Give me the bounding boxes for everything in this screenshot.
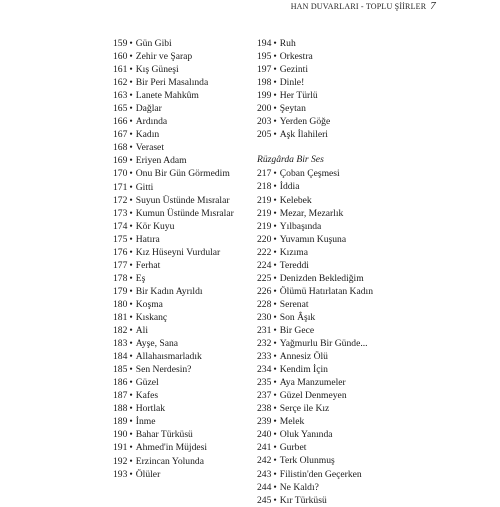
toc-entry [113, 102, 248, 115]
toc-entry [257, 363, 407, 376]
toc-entry [113, 115, 248, 128]
toc-entry-title: • Bir Peri Masalında [127, 76, 248, 89]
toc-entry [257, 350, 407, 363]
toc-entry [257, 63, 407, 76]
toc-entry [257, 37, 407, 50]
toc-entry-page-number: 168 [113, 142, 128, 154]
toc-entry [113, 128, 248, 141]
toc-entry-title: • Kış Güneşi [127, 63, 248, 76]
toc-entry-title: • Ardında [127, 115, 248, 128]
toc-entry-title: • Son Âşık [271, 311, 407, 324]
toc-entry-title: • Kelebek [271, 194, 407, 207]
toc-entry [113, 363, 248, 376]
toc-entry-title: • Kendim İçin [271, 363, 407, 376]
toc-entry [257, 285, 407, 298]
toc-entry-page-number: 230 [257, 311, 272, 323]
toc-entry-page-number: 183 [113, 338, 128, 350]
toc-entry [257, 481, 407, 494]
toc-entry-page-number: 195 [257, 51, 272, 63]
toc-entry [257, 441, 407, 454]
toc-entry-page-number: 169 [113, 155, 128, 167]
toc-entry-title: • Kır Türküsü [271, 494, 407, 507]
toc-entry-title: • Kafes [127, 389, 248, 402]
toc-entry-page-number: 193 [113, 468, 128, 480]
toc-entry-title: • Kız Hüseyni Vurdular [127, 246, 248, 259]
toc-entry [257, 115, 407, 128]
toc-entry [257, 389, 407, 402]
toc-entry [257, 415, 407, 428]
toc-entry-title: • Ayşe, Sana [127, 337, 248, 350]
toc-entry-title: • Zehir ve Şarap [127, 50, 248, 63]
toc-entry [257, 167, 407, 180]
toc-entry-title: • Kıskanç [127, 311, 248, 324]
toc-entry-title: • Dağlar [127, 102, 248, 115]
toc-entry-title: • Ruh [271, 37, 407, 50]
toc-entry-page-number: 178 [113, 272, 128, 284]
toc-entry-title: • Yağmurlu Bir Günde... [271, 337, 407, 350]
toc-entry-page-number: 192 [113, 455, 128, 467]
toc-entry-title: • Gün Gibi [127, 37, 248, 50]
toc-right-column [257, 37, 407, 507]
toc-entry [113, 141, 248, 154]
toc-entry-title: • İnme [127, 415, 248, 428]
toc-entry-title: • Mezar, Mezarlık [271, 207, 407, 220]
toc-entry-title: • Sen Nerdesin? [127, 363, 248, 376]
toc-entry [257, 102, 407, 115]
toc-entry-page-number: 163 [113, 90, 128, 102]
toc-entry-page-number: 197 [257, 64, 272, 76]
toc-entry-title: • Gezinti [271, 63, 407, 76]
toc-entry [113, 76, 248, 89]
toc-entry [257, 454, 407, 467]
toc-entry-page-number: 171 [113, 181, 128, 193]
toc-entry-page-number: 194 [257, 38, 272, 49]
toc-entry [113, 428, 248, 441]
toc-entry [257, 180, 407, 193]
toc-entry [257, 50, 407, 63]
toc-entry-page-number: 224 [257, 259, 272, 271]
toc-entry-title: • Orkestra [271, 50, 407, 63]
toc-entry-page-number: 235 [257, 377, 272, 389]
toc-entry-page-number: 218 [257, 181, 272, 193]
toc-entry [257, 311, 407, 324]
toc-entry-page-number: 189 [113, 416, 128, 428]
toc-entry-title: • Denizden Beklediğim [271, 272, 407, 285]
toc-entry-page-number: 217 [257, 168, 272, 180]
toc-entry-title: • Filistin'den Geçerken [271, 468, 407, 481]
toc-entry-page-number: 185 [113, 364, 128, 376]
toc-entry [113, 455, 248, 468]
toc-entry [113, 402, 248, 415]
toc-entry-title: • Yılbaşında [271, 220, 407, 233]
toc-entry [113, 207, 248, 220]
toc-entry [257, 428, 407, 441]
toc-entry [113, 167, 248, 180]
toc-entry [257, 272, 407, 285]
toc-entry-page-number: 199 [257, 90, 272, 102]
toc-entry-title: • Eş [127, 272, 248, 285]
toc-entry [113, 285, 248, 298]
toc-entry-page-number: 173 [113, 207, 128, 219]
toc-entry-page-number: 177 [113, 259, 128, 271]
toc-entry-title: • Melek [271, 415, 407, 428]
toc-entry [113, 350, 248, 363]
toc-entry [257, 207, 407, 220]
toc-entry-title: • Güzel [127, 376, 248, 389]
toc-entry [113, 89, 248, 102]
section-title: Rüzgârda Bir Ses [257, 154, 324, 166]
toc-entry-page-number: 186 [113, 377, 128, 389]
toc-entry-page-number: 188 [113, 403, 128, 415]
toc-entry-page-number: 191 [113, 442, 128, 454]
toc-entry-title: • Oluk Yanında [271, 428, 407, 441]
toc-entry-title: • Ferhat [127, 259, 248, 272]
toc-entry [257, 89, 407, 102]
toc-entry-title: • Bir Gece [271, 324, 407, 337]
toc-entry [113, 311, 248, 324]
toc-entry-title: • Kızıma [271, 246, 407, 259]
toc-entry-page-number: 166 [113, 116, 128, 128]
toc-entry-title: • Kumun Üstünde Mısralar [127, 207, 248, 220]
toc-entry-title: • Koşma [127, 298, 248, 311]
toc-entry-title: • Hortlak [127, 402, 248, 415]
toc-entry-page-number: 176 [113, 246, 128, 258]
toc-entry-page-number: 239 [257, 416, 272, 428]
toc-entry-title: • Ölümü Hatırlatan Kadın [271, 285, 407, 298]
toc-entry-page-number: 203 [257, 116, 272, 128]
toc-entry-page-number: 242 [257, 455, 272, 467]
toc-entry-title: • Lanete Mahkûm [127, 89, 248, 102]
toc-entry-page-number: 184 [113, 351, 128, 363]
toc-entry-page-number: 198 [257, 77, 272, 89]
toc-entry-page-number: 219 [257, 220, 272, 232]
toc-entry-title: • Şeytan [271, 102, 407, 115]
toc-entry-page-number: 165 [113, 103, 128, 115]
toc-entry-page-number: 233 [257, 351, 272, 363]
toc-entry-title: • Allahaısmarladık [127, 350, 248, 363]
toc-entry [113, 233, 248, 246]
toc-entry-title: • Erzincan Yolunda [127, 455, 248, 468]
toc-entry-page-number: 167 [113, 129, 128, 141]
toc-entry [113, 376, 248, 389]
toc-entry-title: • Bahar Türküsü [127, 428, 248, 441]
toc-entry [113, 154, 248, 167]
toc-entry [113, 272, 248, 285]
page-number: 7 [430, 0, 436, 12]
toc-entry-page-number: 228 [257, 298, 272, 310]
toc-left-column [113, 37, 248, 481]
toc-entry-title: • Gitti [127, 181, 248, 194]
toc-entry-title: • Onu Bir Gün Görmedim [127, 167, 248, 180]
toc-entry-title: • Kör Kuyu [127, 220, 248, 233]
toc-entry-page-number: 161 [113, 64, 128, 76]
toc-entry [113, 63, 248, 76]
toc-entry-page-number: 231 [257, 324, 272, 336]
toc-entry-title: • Annesiz Ölü [271, 350, 407, 363]
toc-entry-title: • Aşk İlahileri [271, 128, 407, 141]
toc-entry [113, 298, 248, 311]
toc-entry-page-number: 237 [257, 390, 272, 402]
toc-entry [257, 76, 407, 89]
toc-entry [113, 468, 248, 481]
toc-entry [113, 194, 248, 207]
toc-entry [257, 376, 407, 389]
toc-entry-title: • Suyun Üstünde Mısralar [127, 194, 248, 207]
toc-entry [257, 128, 407, 141]
toc-entry [113, 324, 248, 337]
toc-right-bottom-list [257, 167, 407, 506]
toc-entry-page-number: 162 [113, 77, 128, 89]
toc-entry-title: • Serenat [271, 298, 407, 311]
toc-entry [257, 324, 407, 337]
toc-entry-page-number: 244 [257, 481, 272, 493]
toc-entry-title: • Tereddi [271, 259, 407, 272]
toc-entry-title: • Ahmed'in Müjdesi [127, 441, 248, 454]
toc-entry-page-number: 234 [257, 364, 272, 376]
toc-entry-title: • İddia [271, 180, 407, 193]
toc-entry-page-number: 160 [113, 51, 128, 63]
toc-entry-page-number: 174 [113, 220, 128, 232]
toc-entry-title: • Kadın [127, 128, 248, 141]
toc-entry-title: • Gurbet [271, 441, 407, 454]
toc-entry [113, 220, 248, 233]
toc-entry-page-number: 181 [113, 311, 128, 323]
toc-entry-page-number: 190 [113, 429, 128, 441]
toc-entry-page-number: 200 [257, 103, 272, 115]
toc-entry [113, 441, 248, 454]
toc-entry [113, 389, 248, 402]
toc-entry-page-number: 159 [113, 38, 128, 49]
toc-entry-page-number: 226 [257, 285, 272, 297]
toc-entry-page-number: 187 [113, 390, 128, 402]
toc-entry-title: • Yuvamın Kuşuna [271, 233, 407, 246]
toc-entry-title: • Serçe ile Kız [271, 402, 407, 415]
toc-entry-title: • Ali [127, 324, 248, 337]
toc-entry-title: • Eriyen Adam [127, 154, 248, 167]
toc-entry [113, 246, 248, 259]
toc-entry [113, 50, 248, 63]
toc-entry-title: • Ölüler [127, 468, 248, 481]
toc-entry [113, 181, 248, 194]
toc-entry-page-number: 219 [257, 207, 272, 219]
toc-entry-page-number: 170 [113, 168, 128, 180]
toc-entry [257, 194, 407, 207]
toc-entry-page-number: 205 [257, 129, 272, 141]
toc-entry-title: • Bir Kadın Ayrıldı [127, 285, 248, 298]
running-title: HAN DUVARLARI - TOPLU ŞİİRLER [290, 2, 427, 11]
toc-entry-page-number: 175 [113, 233, 128, 245]
toc-entry [257, 220, 407, 233]
toc-entry-page-number: 241 [257, 442, 272, 454]
toc-entry [257, 233, 407, 246]
toc-entry-title: • Çoban Çeşmesi [271, 167, 407, 180]
toc-entry-page-number: 182 [113, 325, 128, 337]
toc-entry [257, 468, 407, 481]
toc-entry [257, 259, 407, 272]
toc-entry-page-number: 232 [257, 338, 272, 350]
toc-entry-page-number: 179 [113, 285, 128, 297]
running-header [291, 0, 436, 12]
toc-entry-title: • Dinle! [271, 76, 407, 89]
toc-entry-page-number: 220 [257, 233, 272, 245]
toc-entry-title: • Her Türlü [271, 89, 407, 102]
toc-entry-page-number: 180 [113, 298, 128, 310]
toc-entry [257, 246, 407, 259]
toc-entry-page-number: 243 [257, 468, 272, 480]
toc-entry [257, 337, 407, 350]
toc-entry-page-number: 240 [257, 429, 272, 441]
toc-entry-title: • Aya Manzumeler [271, 376, 407, 389]
toc-entry-page-number: 245 [257, 494, 272, 506]
toc-entry-page-number: 222 [257, 246, 272, 258]
toc-entry-title: • Veraset [127, 141, 248, 154]
toc-entry-page-number: 172 [113, 194, 128, 206]
toc-entry-title: • Yerden Göğe [271, 115, 407, 128]
toc-entry-title: • Terk Olunmuş [271, 454, 407, 467]
toc-right-top-list [257, 37, 407, 141]
toc-entry-title: • Hatıra [127, 233, 248, 246]
toc-entry-page-number: 225 [257, 272, 272, 284]
toc-entry [113, 415, 248, 428]
toc-entry [113, 259, 248, 272]
toc-entry [113, 337, 248, 350]
toc-entry [257, 298, 407, 311]
toc-entry [257, 494, 407, 507]
toc-entry-title: • Güzel Denmeyen [271, 389, 407, 402]
toc-entry-page-number: 238 [257, 403, 272, 415]
toc-entry [113, 37, 248, 50]
toc-entry-page-number: 219 [257, 194, 272, 206]
toc-entry [257, 402, 407, 415]
toc-entry-title: • Ne Kaldı? [271, 481, 407, 494]
